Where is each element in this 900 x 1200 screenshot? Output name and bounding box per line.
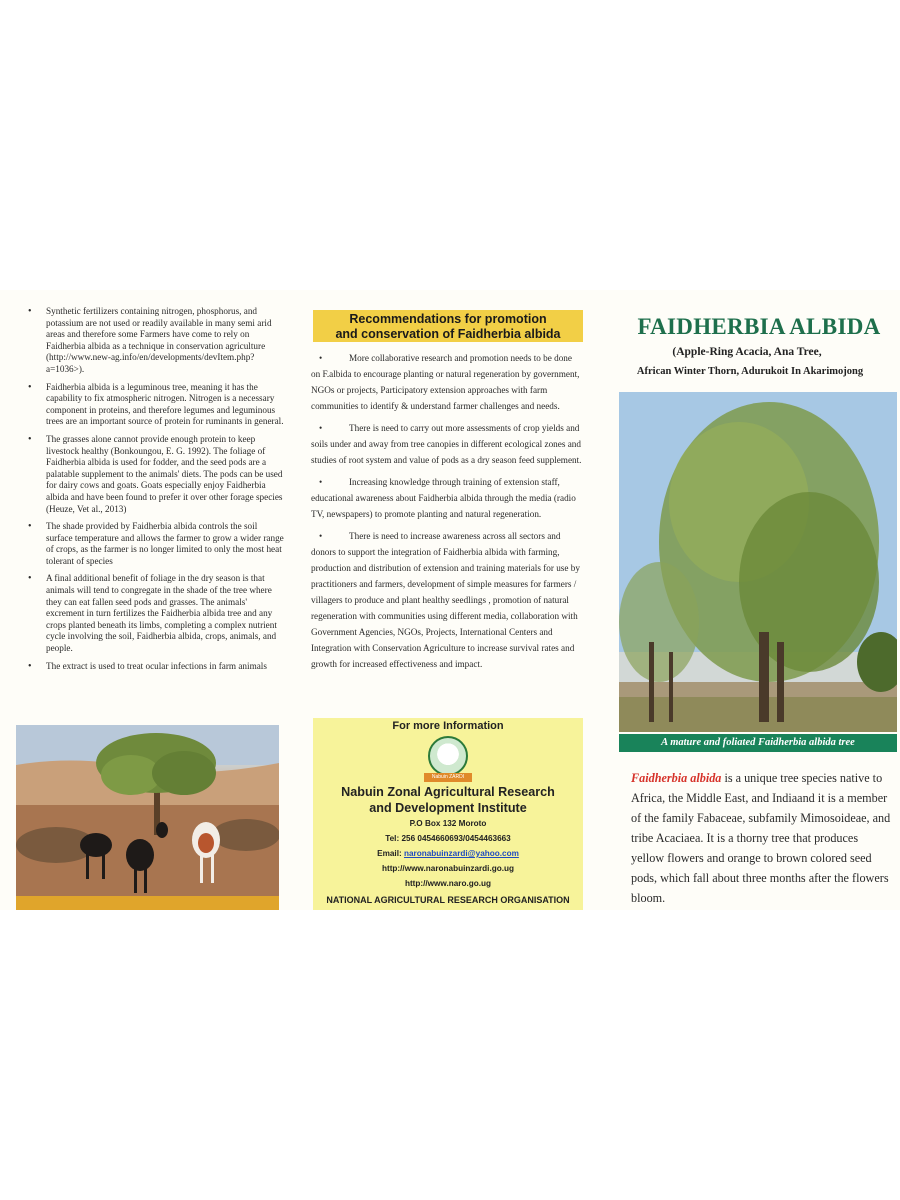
institute-name-line: Nabuin Zonal Agricultural Research bbox=[341, 785, 555, 799]
species-description bbox=[631, 768, 891, 908]
email-link[interactable]: naronabuinzardi@yahoo.com bbox=[403, 849, 519, 858]
goats-caption-strip bbox=[16, 896, 279, 910]
tree-photo bbox=[619, 392, 897, 732]
list-item: • Faidherbia albida is a leguminous tree, meaning it has the capability to fix atmospheric nitrogen. Nitrogen is a necessary component in proteins, and therefore legumes and leguminous trees are an important source of protein for ruminants in general. bbox=[28, 382, 286, 428]
recommendation-text: There is need to increase awareness across all sectors and donors to support the integration of Faidherbia albida with farming, production and distribution of extension and training materials for use by practitioners and farmers, development of simple measures for farmers / villagers to produce and plant healthy seedlings , promotion of natural regeneration with communities using different media, collaboration with Government Agencies, NGOs, Projects, International Centers and Integration with Conservation Agriculture to increase survival rates and growth for increased effectiveness and impact. bbox=[311, 531, 580, 669]
list-item: • There is need to carry out more assessments of crop yields and soils under and away from tree canopies in different ecological zones and studies of root system and value of pods as a dry season feed supplement. bbox=[311, 423, 582, 465]
telephone: Tel: 256 0454660693/0454463663 bbox=[385, 834, 511, 843]
benefits-list bbox=[28, 306, 286, 678]
right-panel bbox=[597, 290, 900, 910]
list-item: • The extract is used to treat ocular infections in farm animals bbox=[28, 661, 286, 673]
subtitle: African Winter Thorn, Adurukoit In Akarimojong bbox=[636, 366, 864, 377]
website-link[interactable]: http://www.naronabuinzardi.go.ug bbox=[381, 864, 515, 873]
recommendations-list bbox=[311, 350, 583, 678]
contact-info-box bbox=[313, 718, 583, 910]
list-item: • A final additional benefit of foliage in the dry season is that animals will tend to congregate in the shade of the tree where they can eat fallen seed pods and grasses. The animals' excrement in turn fertilizes the Faidherbia albida tree and any crops planted beneath its limbs, completing a complex nutrient cycle involving the soil, Faidherbia albida, crops, animals, and people. bbox=[28, 573, 286, 654]
po-box: P.O Box 132 Moroto bbox=[409, 819, 487, 828]
page-title: FAIDHERBIA ALBIDA bbox=[637, 314, 881, 339]
institute-logo-icon bbox=[428, 736, 468, 780]
list-item: • Synthetic fertilizers containing nitrogen, phosphorus, and potassium are not used or readily available in many semi arid areas and therefore some Farmers have come to rely on Faidherbia albida as a technique in conservation agriculture (http://www.new-ag.info/en/developments/devItem.php?a=1036>). bbox=[28, 306, 286, 376]
institute-name-line: and Development Institute bbox=[369, 801, 527, 815]
organisation-name: NATIONAL AGRICULTURAL RESEARCH ORGANISATION bbox=[326, 895, 570, 905]
goats-illustration bbox=[16, 725, 279, 910]
list-item: • More collaborative research and promotion needs to be done on F.albida to encourage planting or natural regeneration by government, NGOs or projects, Participatory extension approaches with farm communities to identify & understand farmer challenges and needs. bbox=[311, 353, 580, 411]
middle-panel bbox=[297, 290, 593, 910]
recommendations-heading bbox=[313, 310, 583, 342]
list-item: • Increasing knowledge through training of extension staff, educational awareness about Faidherbia albida through the media (radio TV, newspapers) to promote planting and natural regeneration. bbox=[311, 477, 576, 519]
species-name: Faidherbia albida bbox=[631, 771, 722, 785]
heading-line: Recommendations for promotion bbox=[349, 312, 547, 326]
goats-photo bbox=[16, 725, 279, 910]
brochure-sheet bbox=[0, 290, 900, 910]
institute-name bbox=[313, 784, 583, 816]
email-label: Email: bbox=[377, 849, 404, 858]
recommendation-text: There is need to carry out more assessments of crop yields and soils under and away from tree canopies in different ecological zones and studies of root system and value of pods as a dry season feed supplement. bbox=[311, 423, 582, 465]
logo-label: Nabuin ZARDI bbox=[424, 773, 472, 782]
tree-photo-caption: A mature and foliated Faidherbia albida tree bbox=[619, 734, 897, 752]
list-item: • There is need to increase awareness across all sectors and donors to support the integration of Faidherbia albida with farming, production and distribution of extension and training materials for use by practitioners and farmers, development of simple measures for farmers / villagers to produce and plant healthy seedlings , promotion of natural regeneration with communities using different media, collaboration with Government Agencies, NGOs, Projects, International Centers and Integration with Conservation Agriculture to increase survival rates and growth for increased effectiveness and impact. bbox=[311, 531, 580, 669]
list-item: • The shade provided by Faidherbia albida controls the soil surface temperature and allows the farmer to grow a wider range of crops, as the farmer is no longer limited to only the most heat tolerant of species bbox=[28, 521, 286, 567]
heading-line: and conservation of Faidherbia albida bbox=[335, 327, 561, 341]
email-line bbox=[313, 846, 583, 861]
subtitle: (Apple-Ring Acacia, Ana Tree, bbox=[672, 346, 822, 358]
recommendation-text: More collaborative research and promotion needs to be done on F.albida to encourage planting or natural regeneration by government, NGOs or projects, Participatory extension approaches with farm communities to identify & understand farmer challenges and needs. bbox=[311, 353, 580, 411]
list-item: • The grasses alone cannot provide enough protein to keep livestock healthy (Bonkoungou, E. G. 1992). The foliage of Faidherbia albida is used for fodder, and the seed pods are a palatable supplement to the animals' diets. The pods can be used for dairy cows and goats. Goats especially enjoy Faidherbia albida and have been found to prefer it over other forage species (Heuze, Vet al., 2013) bbox=[28, 434, 286, 515]
left-panel bbox=[0, 290, 296, 910]
tree-illustration bbox=[619, 392, 897, 732]
description-text: is a unique tree species native to Africa, the Middle East, and Indiaand it is a member of the family Fabaceae, subfamily Mimosoideae, and tribe Acaciaea. It is a thorny tree that produces yellow flowers and orange to brown colored seed pods, which fall about three months after the flowers bloom. bbox=[631, 771, 891, 905]
recommendation-text: Increasing knowledge through training of extension staff, educational awareness about Faidherbia albida through the media (radio TV, newspapers) to promote planting and natural regeneration. bbox=[311, 477, 576, 519]
info-heading: For more Information bbox=[392, 720, 504, 732]
website-link[interactable]: http://www.naro.go.ug bbox=[404, 879, 492, 888]
